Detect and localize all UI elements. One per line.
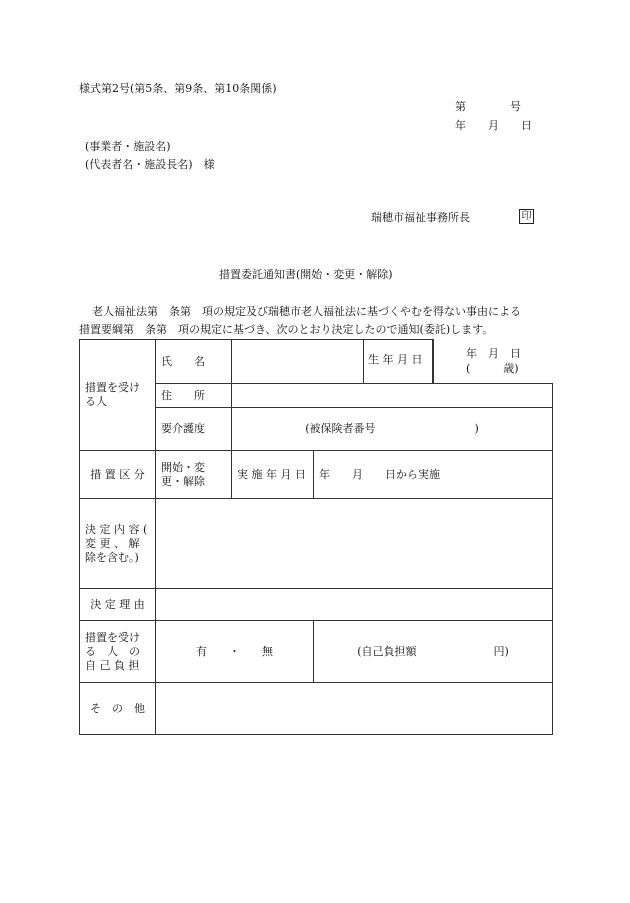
reason-value[interactable] — [156, 589, 553, 621]
birth-divider-left — [363, 340, 364, 383]
body-line-1: 老人福祉法第 条第 項の規定及び瑞穂市老人福祉法に基づくやむを得ない事由による — [92, 305, 521, 318]
birth-date-value-line1: 年 月 日 — [466, 347, 521, 360]
address-label: 住 所 — [156, 384, 232, 408]
burden-header: 措置を受ける 人 の 自 己 負 担 — [80, 621, 156, 683]
person-header: 措置を受ける人 — [80, 340, 156, 451]
recipient-facility: (事業者・施設名) — [85, 140, 171, 153]
category-value[interactable]: 開始・変更・解除 — [156, 451, 232, 499]
impl-date-label: 実 施 年 月 日 — [232, 451, 314, 499]
body-line-2: 措置要綱第 条第 項の規定に基づき、次のとおり決定したので通知(委託)します。 — [79, 323, 494, 336]
impl-date-value[interactable]: 年 月 日から実施 — [314, 451, 553, 499]
birth-date-label: 生 年 月 日 — [368, 353, 423, 366]
table-row — [80, 589, 553, 621]
issuer-name: 瑞穂市福祉事務所長 — [371, 211, 470, 224]
table-row — [80, 499, 553, 589]
table-row — [80, 451, 553, 499]
document-number: 第 号 — [455, 100, 521, 113]
name-label: 氏 名 — [156, 340, 232, 384]
recipient-representative: (代表者名・施設長名) 様 — [85, 158, 215, 171]
notice-table — [79, 339, 553, 735]
table-row — [80, 621, 553, 683]
category-header: 措 置 区 分 — [80, 451, 156, 499]
burden-choice[interactable]: 有 ・ 無 — [156, 621, 314, 683]
birth-divider-right — [432, 340, 433, 383]
seal-mark: 印 — [519, 209, 534, 224]
other-value[interactable] — [156, 683, 553, 735]
address-value[interactable] — [232, 384, 553, 408]
document-title: 措置委託通知書(開始・変更・解除) — [219, 268, 393, 281]
decision-header: 決 定 内 容 ( 変 更 、 解 除を含む。) — [80, 499, 156, 589]
reason-header: 決 定 理 由 — [80, 589, 156, 621]
insured-number-field[interactable]: (被保険者番号 ) — [232, 408, 553, 451]
care-level-label: 要介護度 — [156, 408, 232, 451]
birth-date-value-line2: ( 歳) — [466, 362, 519, 375]
form-reference: 様式第2号(第5条、第9条、第10条関係) — [79, 82, 277, 95]
document-date: 年 月 日 — [455, 119, 532, 132]
other-header: そ の 他 — [80, 683, 156, 735]
burden-amount[interactable]: (自己負担額 円) — [314, 621, 553, 683]
decision-value[interactable] — [156, 499, 553, 589]
table-row — [80, 683, 553, 735]
